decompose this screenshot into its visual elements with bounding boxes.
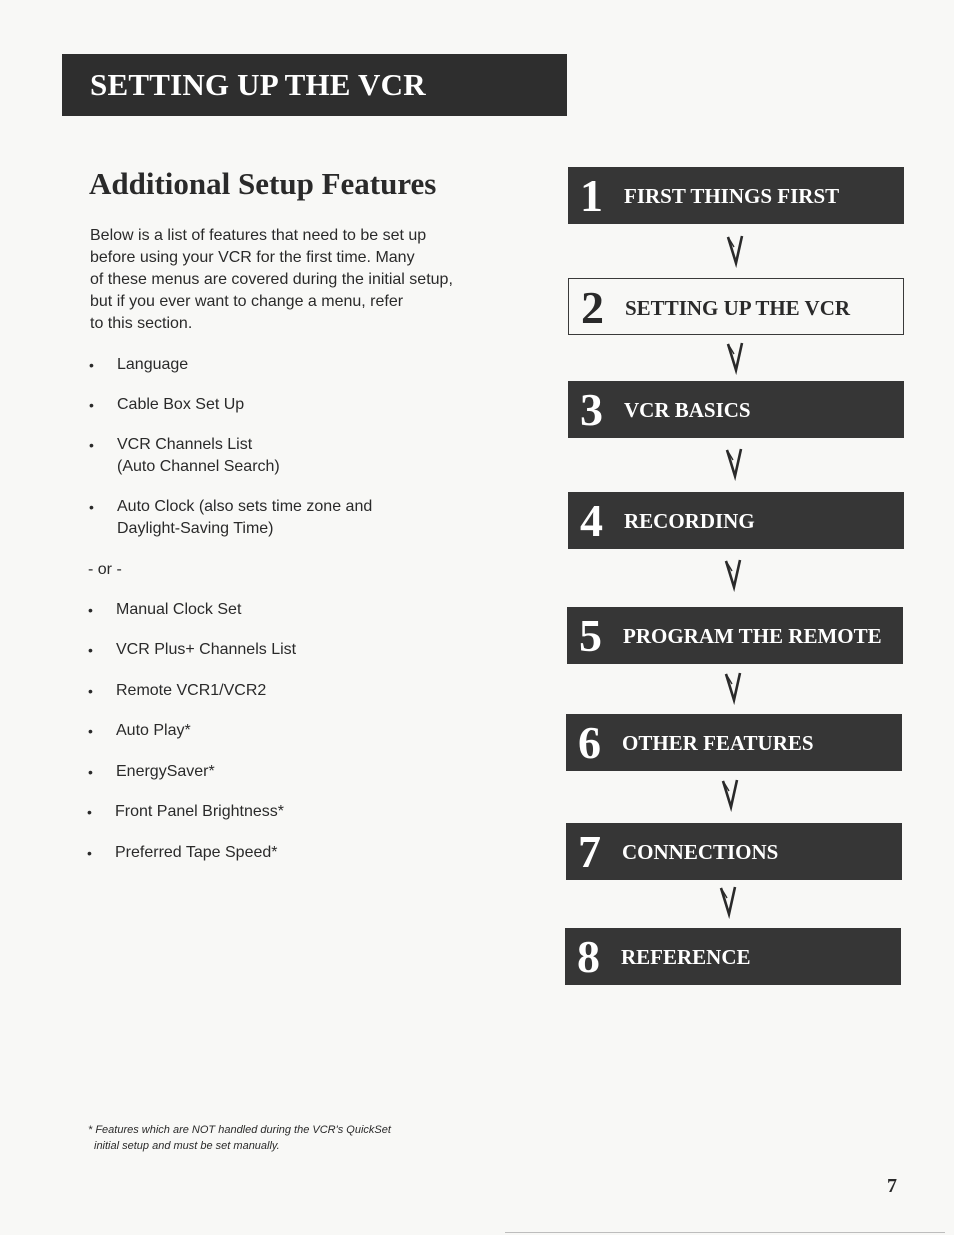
bullet-icon: • <box>87 845 92 861</box>
down-arrow-icon <box>725 233 745 269</box>
chapter-number: 8 <box>577 931 600 982</box>
footnote <box>88 1122 391 1154</box>
intro-line: Below is a list of features that need to be set up <box>90 227 427 244</box>
chapter-number: 7 <box>578 826 601 877</box>
footnote-line: * Features which are NOT handled during the VCR's QuickSet <box>88 1124 391 1136</box>
bullet-icon: • <box>88 723 93 739</box>
chapter-label: PROGRAM THE REMOTE <box>623 624 882 648</box>
feature-label: Daylight-Saving Time) <box>117 520 274 537</box>
bullet-icon: • <box>89 499 94 515</box>
bullet-icon: • <box>88 683 93 699</box>
chapter-label: REFERENCE <box>621 945 751 969</box>
page-number: 7 <box>887 1175 897 1197</box>
down-arrow-icon <box>725 340 745 376</box>
bullet-icon: • <box>88 764 93 780</box>
chapter-number: 1 <box>580 170 603 221</box>
intro-line: but if you ever want to change a menu, refer <box>90 293 404 310</box>
down-arrow-icon <box>720 777 740 813</box>
feature-label: Manual Clock Set <box>116 601 242 618</box>
down-arrow-icon <box>723 670 743 706</box>
chapter-label: VCR BASICS <box>624 398 751 422</box>
section-banner: SETTING UP THE VCR <box>62 54 567 116</box>
chapter-1-first-things-first[interactable] <box>568 167 904 224</box>
feature-label: (Auto Channel Search) <box>117 458 280 475</box>
feature-label: Language <box>117 356 189 373</box>
chapter-label: CONNECTIONS <box>622 840 779 864</box>
intro-line: before using your VCR for the first time. Many <box>90 249 415 266</box>
feature-label: Preferred Tape Speed* <box>115 844 278 861</box>
feature-label: Auto Play* <box>116 722 191 739</box>
chapter-7-connections[interactable] <box>566 823 902 880</box>
bullet-icon: • <box>88 602 93 618</box>
feature-label: Front Panel Brightness* <box>115 803 284 820</box>
down-arrow-icon <box>718 884 738 920</box>
chapter-number: 2 <box>581 282 604 333</box>
chapter-label: SETTING UP THE VCR <box>625 296 851 320</box>
chapter-5-program-the-remote[interactable] <box>567 607 903 664</box>
bullet-icon: • <box>89 357 94 373</box>
chapter-number: 3 <box>580 384 603 435</box>
intro-paragraph <box>90 225 520 335</box>
chapter-4-recording[interactable] <box>568 492 904 549</box>
chapter-label: FIRST THINGS FIRST <box>624 184 840 208</box>
footnote-line: initial setup and must be set manually. <box>94 1140 280 1152</box>
down-arrow-icon <box>723 557 743 593</box>
bullet-icon: • <box>89 397 94 413</box>
feature-label: VCR Channels List <box>117 436 253 453</box>
chapter-3-vcr-basics[interactable] <box>568 381 904 438</box>
feature-label: Cable Box Set Up <box>117 396 245 413</box>
or-separator: - or - <box>88 561 122 578</box>
bullet-icon: • <box>87 804 92 820</box>
chapter-label: RECORDING <box>624 509 755 533</box>
chapter-number: 4 <box>580 495 603 546</box>
feature-label: Remote VCR1/VCR2 <box>116 682 267 699</box>
feature-label: VCR Plus+ Channels List <box>116 641 297 658</box>
page-title: Additional Setup Features <box>89 166 437 201</box>
bottom-rule <box>505 1232 945 1233</box>
intro-line: to this section. <box>90 315 193 332</box>
intro-line: of these menus are covered during the initial setup, <box>90 271 453 288</box>
chapter-number: 5 <box>579 610 602 661</box>
bullet-icon: • <box>88 642 93 658</box>
chapter-number: 6 <box>578 717 601 768</box>
chapter-6-other-features[interactable] <box>566 714 902 771</box>
chapter-8-reference[interactable] <box>565 928 901 985</box>
down-arrow-icon <box>724 446 744 482</box>
chapter-2-setting-up-the-vcr[interactable] <box>568 278 904 335</box>
feature-label: Auto Clock (also sets time zone and <box>117 498 373 515</box>
chapter-label: OTHER FEATURES <box>622 731 814 755</box>
bullet-icon: • <box>89 437 94 453</box>
feature-label: EnergySaver* <box>116 763 215 780</box>
